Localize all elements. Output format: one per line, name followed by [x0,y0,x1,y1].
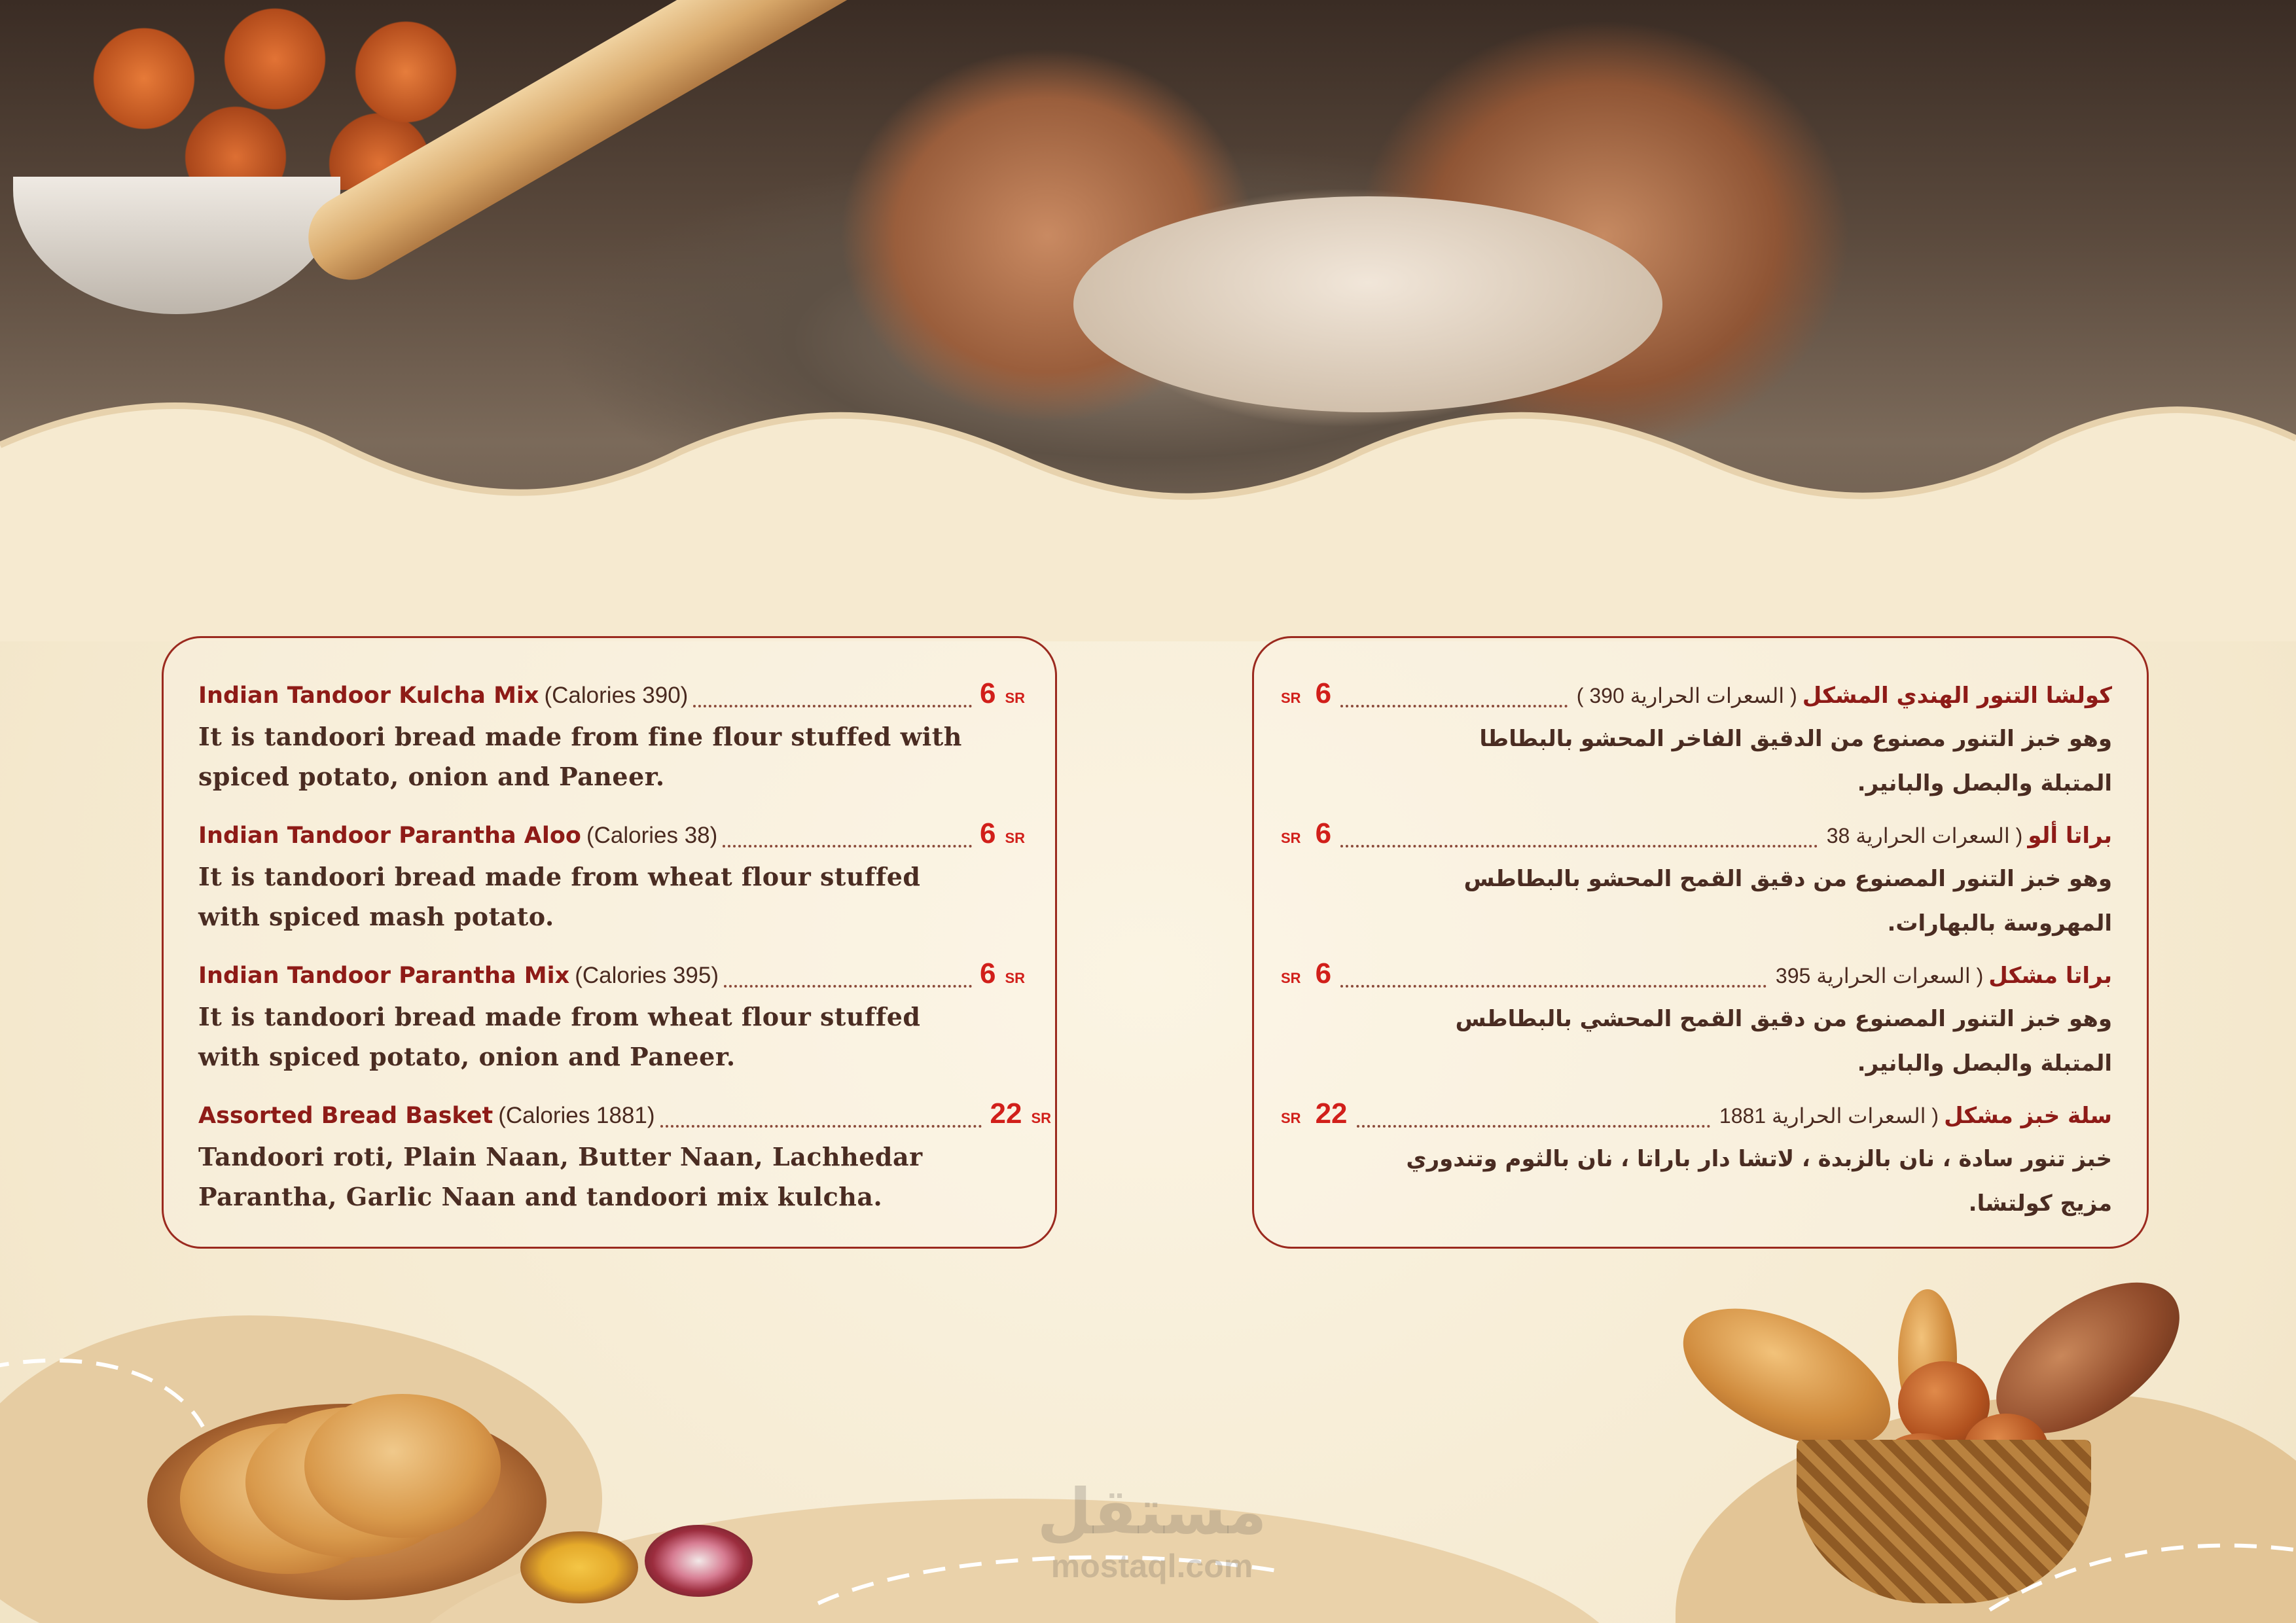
paratha-image [304,1394,501,1538]
item-description [1281,997,2112,1086]
item-calories: (Calories 395) [575,963,719,988]
item-name: براتا مشكل [1988,963,2112,989]
description-line: It is tandoori bread made from fine flour stuffed with [198,722,962,751]
description-line: It is tandoori bread made from wheat flour stuffed [198,1002,921,1031]
dot-leader [693,705,972,707]
menu-box-english [162,636,1057,1249]
description-line: Tandoori roti, Plain Naan, Butter Naan, Lachhedar [198,1142,923,1171]
currency-label: SR [1281,1110,1301,1126]
menu-box-arabic [1252,636,2149,1249]
item-calories: (Calories 38) [586,823,718,848]
item-calories: (Calories 1881) [498,1103,655,1128]
flour-bowl-image [13,177,340,314]
description-line: المهروسة بالبهارات. [1887,910,2112,936]
currency-label: SR [1281,830,1301,846]
item-calories: ( السعرات الحرارية 1881 [1719,1104,1939,1128]
menu-item [1281,1097,2112,1226]
dot-leader [1340,845,1818,847]
currency-label: SR [1281,970,1301,986]
item-name: كولشا التنور الهندي المشكل [1802,683,2112,709]
description-line: المتبلة والبصل والبانير. [1857,1050,2112,1077]
item-calories: ( السعرات الحرارية 38 [1826,824,2023,847]
description-line: Parantha, Garlic Naan and tandoori mix kulcha. [198,1182,883,1211]
item-name: سلة خبز مشكل [1944,1103,2112,1129]
watermark [1008,1476,1296,1584]
menu-item [198,1097,1051,1217]
menu-item [198,957,1025,1077]
watermark-latin: mostaql.com [1050,1548,1253,1584]
dip-bowl-image [645,1525,753,1597]
dot-leader [1340,705,1568,707]
item-name: Indian Tandoor Parantha Aloo [198,823,581,849]
item-name: Indian Tandoor Kulcha Mix [198,683,539,709]
item-price: 6 [1315,817,1332,849]
dot-leader [723,845,972,847]
dot-leader [1357,1125,1710,1128]
item-calories: ( السعرات الحرارية 390 ) [1576,684,1797,707]
description-line: وهو خبز التنور مصنوع من الدقيق الفاخر المحشو بالبطاطا [1479,726,2112,752]
description-line: وهو خبز التنور المصنوع من دقيق القمح المحشي بالبطاطس [1455,1006,2112,1032]
wave-divider [0,366,2296,641]
description-line: المتبلة والبصل والبانير. [1857,770,2112,796]
description-line: خبز تنور سادة ، نان بالزبدة ، لاتشا دار باراتا ، نان بالثوم وتندوري [1406,1146,2112,1172]
item-description [198,717,1025,796]
description-line: spiced potato, onion and Paneer. [198,762,665,791]
menu-item [1281,817,2112,946]
butter-bowl-image [520,1531,638,1603]
item-name: Assorted Bread Basket [198,1103,493,1129]
item-name: Indian Tandoor Parantha Mix [198,963,570,989]
description-line: with spiced potato, onion and Paneer. [198,1042,736,1071]
item-price: 22 [990,1097,1022,1130]
item-price: 6 [979,677,996,709]
item-price: 6 [979,817,996,849]
item-price: 6 [979,957,996,990]
currency-label: SR [1005,690,1025,706]
dot-leader [724,985,972,988]
description-line: وهو خبز التنور المصنوع من دقيق القمح المحشو بالبطاطس [1463,866,2112,892]
dot-leader [1340,985,1767,988]
currency-label: SR [1281,690,1301,706]
item-price: 22 [1315,1097,1348,1130]
currency-label: SR [1005,970,1025,986]
item-price: 6 [1315,677,1332,709]
item-description [198,997,1025,1077]
menu-item [1281,677,2112,806]
description-line: with spiced mash potato. [198,902,554,931]
item-description [198,1137,1051,1217]
currency-label: SR [1031,1110,1051,1126]
menu-item [198,817,1025,936]
description-line: It is tandoori bread made from wheat flour stuffed [198,862,921,891]
currency-label: SR [1005,830,1025,846]
description-line: مزيج كولتشا. [1968,1190,2112,1217]
menu-item [1281,957,2112,1086]
item-calories: ( السعرات الحرارية 395 [1775,964,1984,988]
item-description [1281,717,2112,806]
item-calories: (Calories 390) [544,683,689,708]
menu-item [198,677,1025,796]
item-description [1281,1137,2112,1226]
item-price: 6 [1315,957,1332,990]
dot-leader [660,1125,982,1128]
item-name: براتا ألو [2028,823,2112,849]
item-description [198,857,1025,936]
item-description [1281,857,2112,946]
watermark-arabic: مستقل [1037,1475,1267,1548]
